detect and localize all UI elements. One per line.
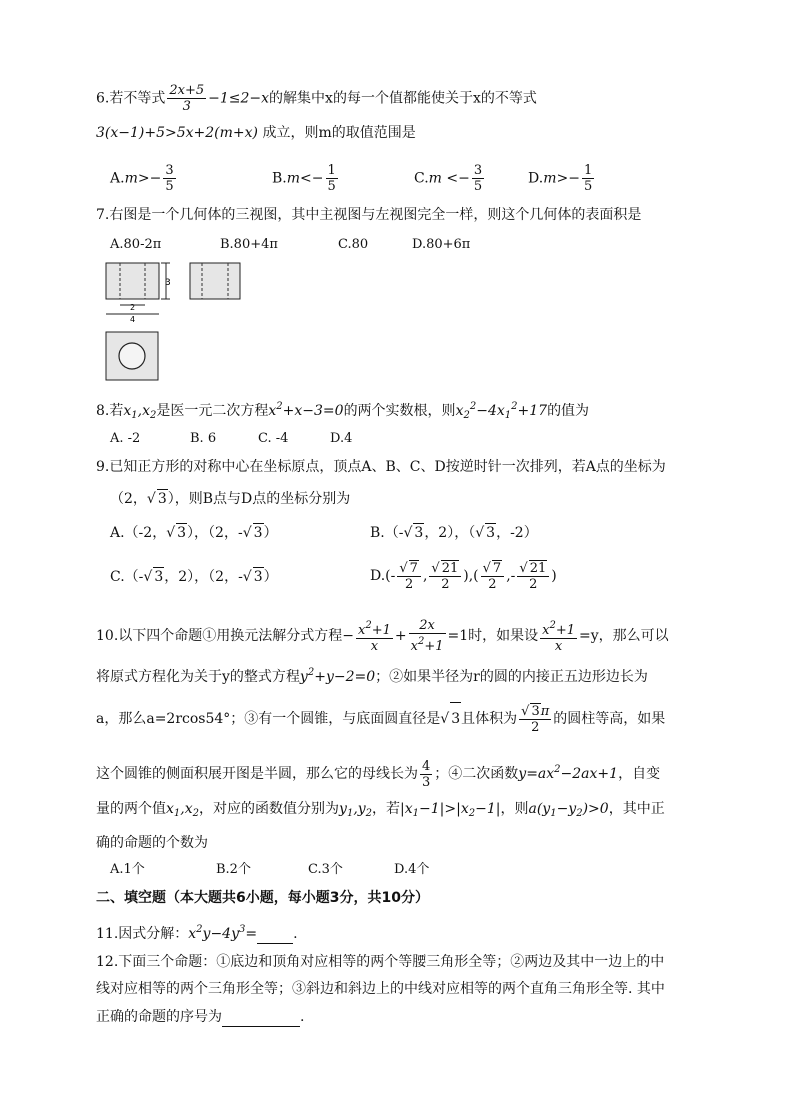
q12-line3: 正确的命题的序号为 . (96, 1009, 305, 1025)
q9-option-b: B.（-√ 3，2），（√ 3，-2） (370, 523, 538, 542)
q10-line6: 确的命题的个数为 (96, 835, 208, 851)
side-view-rect (190, 263, 240, 299)
section-heading: 二、填空题（本大题共6小题，每小题3分，共10分） (96, 890, 429, 906)
q7-option-d: D.80+6π (412, 237, 471, 252)
q6-option-b: B.m<− $\frac{1}{5}$ (272, 163, 336, 194)
q10-option-b: B.2个 (216, 862, 251, 877)
q8-option-d: D.4 (330, 431, 353, 446)
q8-option-b: B. 6 (190, 431, 217, 446)
q9-option-a: A.（-2，√ 3），（2，-√ 3） (110, 523, 278, 542)
q6-option-c: C.m <− $\frac{3}{5}$ (414, 163, 483, 194)
q6-option-a: A.m>− $\frac{3}{5}$ (110, 163, 174, 194)
q7-option-b: B.80+4π (220, 237, 278, 252)
q12-line2: 线对应相等的两个三角形全等；③斜边和斜边上的中线对应相等的两个直角三角形全等. 其中 (96, 981, 665, 997)
q6-line1: 6.若不等式 $\frac{2x+5}{3}$ −1≤2−x的解集中x的每一个值都能使关于x的不等式 (96, 83, 537, 114)
q6-line2: 3(x−1)+5>5x+2(m+x) 成立，则m的取值范围是 (96, 125, 416, 141)
q10-option-a: A.1个 (110, 862, 145, 877)
q8-option-c: C. -4 (258, 431, 289, 446)
q7-option-a: A.80-2π (110, 237, 162, 252)
q9-line2: （2，√ 3），则B点与D点的坐标分别为 (110, 489, 350, 508)
q7-option-c: C.80 (338, 237, 369, 252)
q6-option-d: D.m>− $\frac{1}{5}$ (528, 163, 593, 194)
q10-option-d: D.4个 (394, 862, 430, 877)
q10-line1: 10.以下四个命题①用换元法解分式方程− $\frac{x^2+1}{x}$ + $\frac{2x}{x^2+1}$ =1时，如果设 $\frac{x^2+1}{x}$ =y，那么可以 (96, 618, 669, 654)
q9-option-d: D.(- √ $\frac{7}{2}$ , √ $\frac{21}{2}$ ),( √ $\frac{7}{2}$ ,- √ $\frac{21}{2}$ ) (370, 560, 557, 592)
q10-option-c: C.3个 (308, 862, 343, 877)
inner-dim-label: 2 (130, 303, 136, 312)
q9-line1: 9.已知正方形的对称中心在坐标原点，顶点A、B、C、D按逆时针一次排列，若A点的坐标为 (96, 459, 666, 475)
top-view-circle (119, 343, 145, 369)
q10-line5: 量的两个值$x_1,x_2$，对应的函数值分别为$y_1,y_2$，若$|x_1-1|>|x_2-1|$，则$a(y_1-y_2)>0$，其中正 (96, 801, 665, 819)
outer-dim-label: 4 (130, 315, 136, 324)
q12-answer-blank[interactable] (222, 1008, 300, 1027)
height-dim-label: 3 (165, 278, 171, 288)
q6-fraction: $\frac{2x+5}{3}$ (169, 83, 205, 114)
three-view-figure (104, 258, 254, 383)
q11-line: 11.因式分解：$x^2y-4y^3=$ . (96, 924, 298, 942)
q8-stem: 8.若$x_1,x_2$是医一元二次方程$x^2+x-3=0$的两个实数根，则$x_2^2-4x_1^2+17$的值为 (96, 401, 590, 421)
q8-option-a: A. -2 (110, 431, 141, 446)
q10-line3: a，那么a=2rcos54°；③有一个圆锥，与底面圆直径是√ 3且体积为 √ $\frac{3\pi}{2}$ 的圆柱等高，如果 (96, 702, 665, 735)
q10-line2: 将原式方程化为关于y的整式方程$y^2+y-2=0$；②如果半径为r的圆的内接正五边形边长为 (96, 667, 648, 685)
q9-option-c: C.（-√ 3，2），（2，-√ 3） (110, 567, 278, 586)
front-view-rect (106, 263, 159, 299)
q12-line1: 12.下面三个命题：①底边和顶角对应相等的两个等腰三角形全等；②两边及其中一边上的中 (96, 954, 665, 970)
q10-line4: 这个圆锥的侧面积展开图是半圆，那么它的母线长为 $\frac{4}{3}$ ；④二次函数$y=ax^2-2ax+1$，自变 (96, 758, 661, 790)
q7-stem: 7.右图是一个几何体的三视图，其中主视图与左视图完全一样，则这个几何体的表面积是 (96, 207, 642, 223)
q11-answer-blank[interactable] (257, 925, 293, 944)
